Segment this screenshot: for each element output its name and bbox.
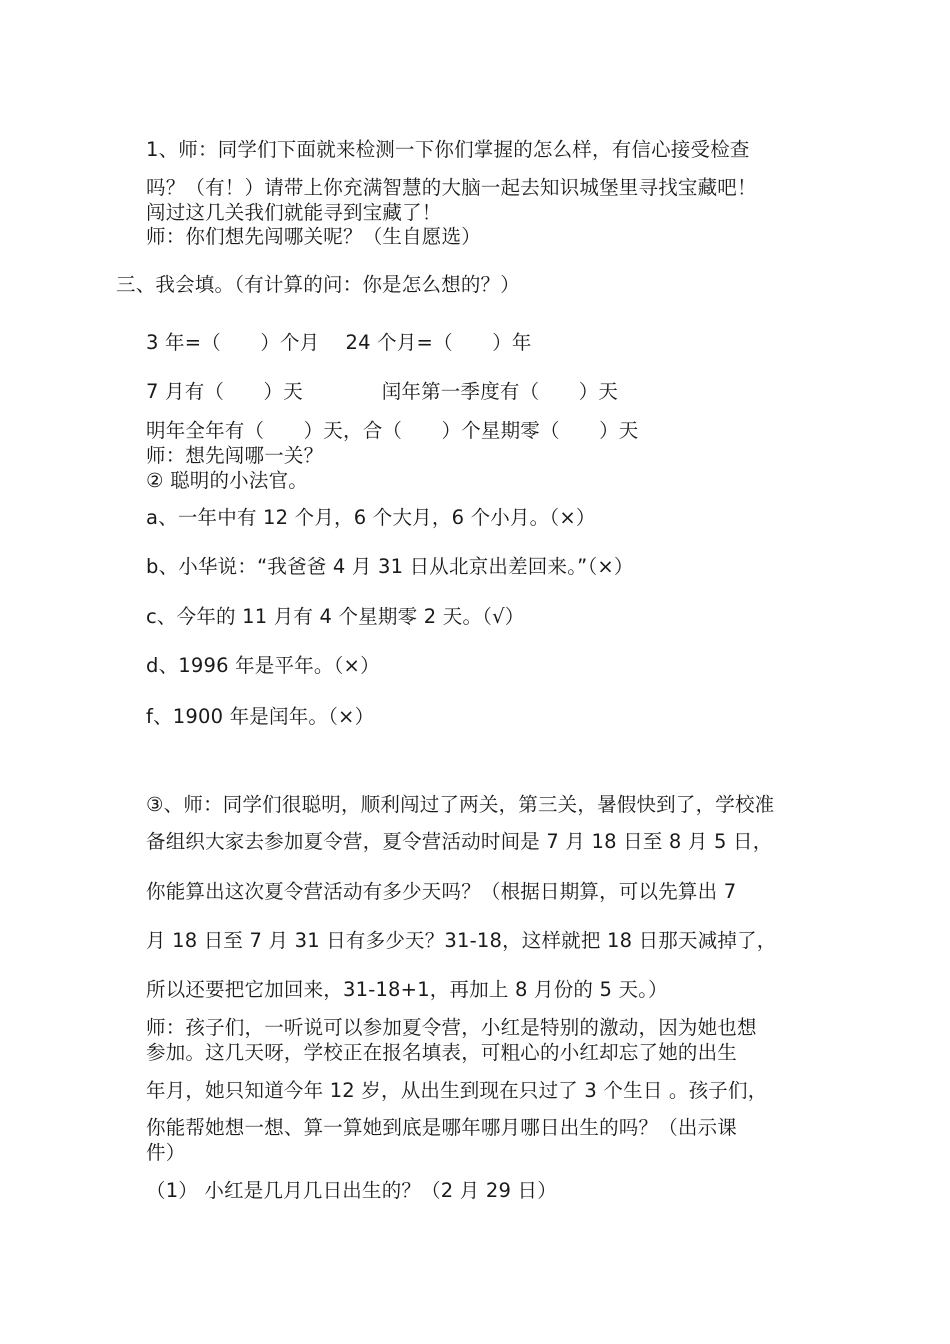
judgment-item: a、一年中有 12 个月，6 个大月，6 个小月。（×） xyxy=(146,506,596,529)
judgment-item: b、小华说：“我爸爸 4 月 31 日从北京出差回来。”（×） xyxy=(146,555,634,578)
text-line: 闯过这几关我们就能寻到宝藏了！ xyxy=(146,201,442,224)
text-line: 师：孩子们，一听说可以参加夏令营，小红是特别的激动，因为她也想 xyxy=(146,1016,757,1039)
text-line: 师：想先闯哪一关？ xyxy=(146,444,324,467)
text-line: 备组织大家去参加夏令营，夏令营活动时间是 7 月 18 日至 8 月 5 日， xyxy=(146,830,773,853)
fill-blank-line: 7 月有（ ）天 闰年第一季度有（ ）天 xyxy=(146,380,619,403)
fill-blank-line: 明年全年有（ ）天，合（ ）个星期零（ ）天 xyxy=(146,419,639,442)
text-line: 件） xyxy=(146,1141,186,1164)
section-heading: 三、我会填。（有计算的问：你是怎么想的？） xyxy=(116,273,520,296)
text-line: ③、师：同学们很聪明，顺利闯过了两关，第三关，暑假快到了，学校准 xyxy=(146,793,775,816)
text-line: 吗？（有！）请带上你充满智慧的大脑一起去知识城堡里寻找宝藏吧！ xyxy=(146,176,757,199)
judgment-item: f、1900 年是闰年。（×） xyxy=(146,705,375,728)
text-line: 师：你们想先闯哪关呢？（生自愿选） xyxy=(146,225,481,248)
text-line: 年月，她只知道今年 12 岁，从出生到现在只过了 3 个生日 。孩子们， xyxy=(146,1079,768,1102)
text-line: 月 18 日至 7 月 31 日有多少天？31-18，这样就把 18 日那天减掉了， xyxy=(146,929,777,952)
question-item: （1） 小红是几月几日出生的？（2 月 29 日） xyxy=(146,1179,557,1202)
judgment-item: c、今年的 11 月有 4 个星期零 2 天。（√） xyxy=(146,605,525,628)
text-line: 所以还要把它加回来，31-18+1，再加上 8 月份的 5 天。） xyxy=(146,978,668,1001)
text-line: 你能帮她想一想、算一算她到底是哪年哪月哪日出生的吗？（出示课 xyxy=(146,1116,738,1139)
judgment-item: d、1996 年是平年。（×） xyxy=(146,654,380,677)
text-line: 1、师：同学们下面就来检测一下你们掌握的怎么样，有信心接受检查 xyxy=(146,138,750,161)
fill-blank-line: 3 年=（ ）个月 24 个月=（ ）年 xyxy=(146,331,532,354)
text-line: 你能算出这次夏令营活动有多少天吗？（根据日期算，可以先算出 7 xyxy=(146,880,737,903)
text-line: 参加。这几天呀，学校正在报名填表，可粗心的小红却忘了她的出生 xyxy=(146,1041,738,1064)
subsection-heading: ② 聪明的小法官。 xyxy=(146,469,308,492)
